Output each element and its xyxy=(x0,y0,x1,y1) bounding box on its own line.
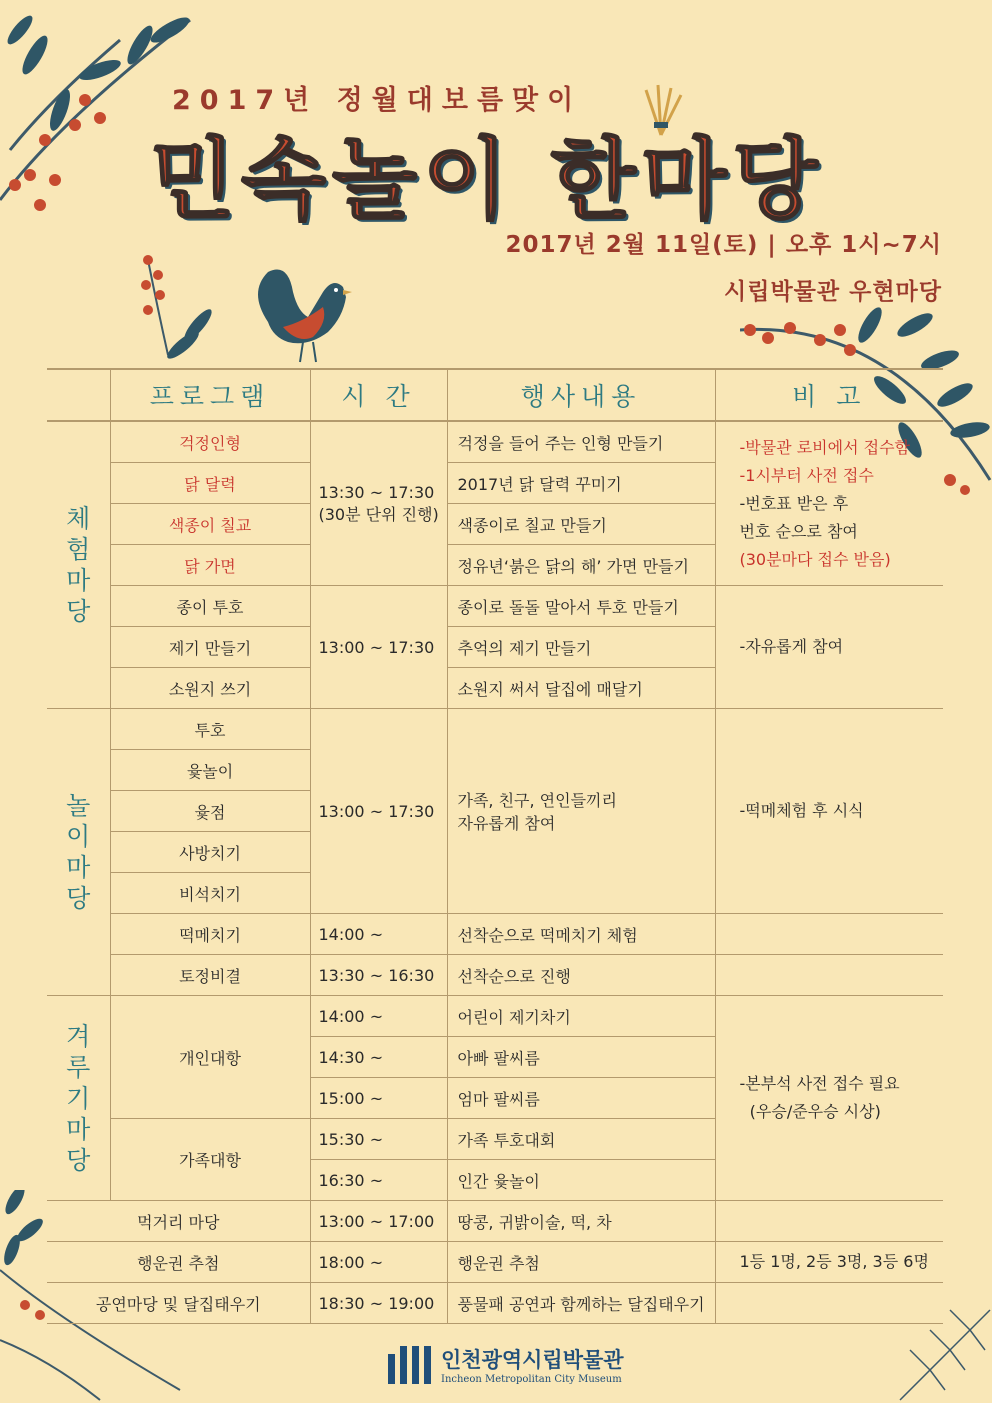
time-cell: 13:30 ~ 16:30 xyxy=(310,955,447,996)
time-cell: 13:00 ~ 17:00 xyxy=(310,1201,447,1242)
content-cell: 선착순으로 진행 xyxy=(447,955,715,996)
program-cell: 색종이 칠교 xyxy=(110,504,310,545)
table-row xyxy=(47,709,943,750)
time-cell: 16:30 ~ xyxy=(310,1160,447,1201)
table-row xyxy=(47,996,943,1037)
table-header-row xyxy=(47,369,943,421)
time-cell: 13:30 ~ 17:30 (30분 단위 진행) xyxy=(310,421,447,586)
program-cell: 윷놀이 xyxy=(110,750,310,791)
program-cell: 사방치기 xyxy=(110,832,310,873)
content-cell: 종이로 돌돌 말아서 투호 만들기 xyxy=(447,586,715,627)
note-cell: -떡메체험 후 시식 xyxy=(715,709,943,914)
table-row xyxy=(47,1242,943,1283)
program-cell: 공연마당 및 달집태우기 xyxy=(47,1283,310,1324)
time-cell: 14:00 ~ xyxy=(310,914,447,955)
content-cell: 아빠 팔씨름 xyxy=(447,1037,715,1078)
program-cell: 행운권 추첨 xyxy=(47,1242,310,1283)
table-row xyxy=(47,955,943,996)
section-experience: 체 험 마 당 xyxy=(47,421,110,709)
note-cell: -본부석 사전 접수 필요 (우승/준우승 시상) xyxy=(715,996,943,1201)
content-cell: 인간 윷놀이 xyxy=(447,1160,715,1201)
table-row xyxy=(47,1201,943,1242)
content-cell: 풍물패 공연과 함께하는 달집태우기 xyxy=(447,1283,715,1324)
table-row xyxy=(47,914,943,955)
program-cell: 비석치기 xyxy=(110,873,310,914)
content-cell: 어린이 제기차기 xyxy=(447,996,715,1037)
program-cell: 토정비결 xyxy=(110,955,310,996)
event-title: 민속놀이 한마당 xyxy=(150,128,824,231)
content-cell: 정유년‘붉은 닭의 해’ 가면 만들기 xyxy=(447,545,715,586)
section-contest: 겨 루 기 마 당 xyxy=(47,996,110,1201)
content-cell: 행운권 추첨 xyxy=(447,1242,715,1283)
header-note: 비 고 xyxy=(715,369,943,421)
time-cell: 18:00 ~ xyxy=(310,1242,447,1283)
schedule-table xyxy=(47,368,943,1324)
museum-name-en: Incheon Metropolitan City Museum xyxy=(441,1374,622,1385)
program-cell: 개인대항 xyxy=(110,996,310,1119)
time-cell: 18:30 ~ 19:00 xyxy=(310,1283,447,1324)
berry-branch-icon xyxy=(128,250,228,360)
time-cell: 13:00 ~ 17:30 xyxy=(310,709,447,914)
program-cell: 먹거리 마당 xyxy=(47,1201,310,1242)
header-content: 행사내용 xyxy=(447,369,715,421)
time-cell: 15:30 ~ xyxy=(310,1119,447,1160)
content-cell: 색종이로 칠교 만들기 xyxy=(447,504,715,545)
program-cell: 소원지 쓰기 xyxy=(110,668,310,709)
program-cell: 닭 가면 xyxy=(110,545,310,586)
time-cell: 13:00 ~ 17:30 xyxy=(310,586,447,709)
program-cell: 떡메치기 xyxy=(110,914,310,955)
header-program: 프로그램 xyxy=(110,369,310,421)
time-cell: 15:00 ~ xyxy=(310,1078,447,1119)
content-cell: 2017년 닭 달력 꾸미기 xyxy=(447,463,715,504)
event-venue: 시립박물관 우현마당 xyxy=(724,279,942,305)
table-row xyxy=(47,1283,943,1324)
time-cell: 14:30 ~ xyxy=(310,1037,447,1078)
note-cell: -박물관 로비에서 접수함 -1시부터 사전 접수 -번호표 받은 후 번호 순으로 참여 (30분마다 접수 받음) xyxy=(715,421,943,586)
table-row xyxy=(47,421,943,463)
event-subtitle: 2017년 정월대보름맞이 xyxy=(172,85,583,116)
program-cell: 가족대항 xyxy=(110,1119,310,1201)
header-time: 시 간 xyxy=(310,369,447,421)
content-cell: 땅콩, 귀밝이술, 떡, 차 xyxy=(447,1201,715,1242)
museum-name-ko: 인천광역시립박물관 xyxy=(441,1348,624,1372)
content-cell: 가족 투호대회 xyxy=(447,1119,715,1160)
content-cell: 걱정을 들어 주는 인형 만들기 xyxy=(447,421,715,463)
program-cell: 윷점 xyxy=(110,791,310,832)
note-cell xyxy=(715,914,943,955)
content-cell: 소원지 써서 달집에 매달기 xyxy=(447,668,715,709)
time-cell: 14:00 ~ xyxy=(310,996,447,1037)
program-cell: 닭 달력 xyxy=(110,463,310,504)
program-cell: 투호 xyxy=(110,709,310,750)
note-cell: -자유롭게 참여 xyxy=(715,586,943,709)
program-cell: 제기 만들기 xyxy=(110,627,310,668)
museum-logo-icon xyxy=(388,1346,431,1384)
program-cell: 걱정인형 xyxy=(110,421,310,463)
content-cell: 선착순으로 떡메치기 체험 xyxy=(447,914,715,955)
note-cell xyxy=(715,955,943,996)
content-cell: 엄마 팔씨름 xyxy=(447,1078,715,1119)
table-row xyxy=(47,586,943,627)
note-cell xyxy=(715,1283,943,1324)
event-date: 2017년 2월 11일(토) | 오후 1시~7시 xyxy=(505,232,942,258)
header-blank xyxy=(47,369,110,421)
museum-logo xyxy=(388,1344,624,1385)
rooster-icon xyxy=(248,262,358,370)
content-cell: 가족, 친구, 연인들끼리 자유롭게 참여 xyxy=(447,709,715,914)
note-cell xyxy=(715,1201,943,1242)
program-cell: 종이 투호 xyxy=(110,586,310,627)
section-play: 놀 이 마 당 xyxy=(47,709,110,996)
note-cell: 1등 1명, 2등 3명, 3등 6명 xyxy=(715,1242,943,1283)
content-cell: 추억의 제기 만들기 xyxy=(447,627,715,668)
